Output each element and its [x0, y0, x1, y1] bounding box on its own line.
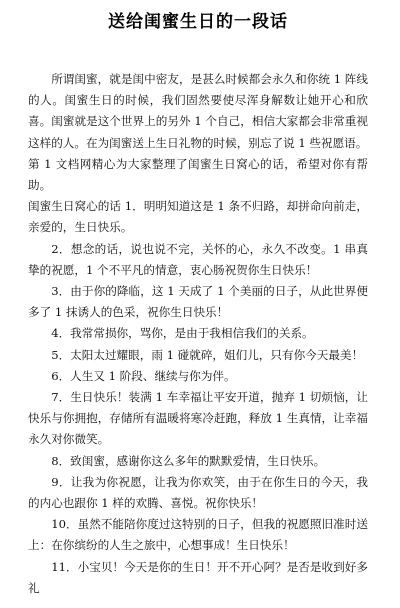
- paragraph-wish-3: 3．由于你的降临，这 1 天成了 1 个美丽的日子，从此世界便多了 1 抹诱人的色采，祝你生日快乐！: [28, 284, 368, 320]
- document-body: [28, 69, 368, 599]
- paragraph-wish-8: 8．致闺蜜，感谢你这么多年的默默爱情，生日快乐。: [51, 453, 326, 468]
- paragraph-wish-5: 5．太阳太过耀眼，雨 1 碰就碎，姐们儿，只有你今天最美！: [51, 347, 364, 362]
- paragraph-intro: 所谓闺蜜，就是闺中密友，是甚么时候都会永久和你统 1 阵线的人。闺蜜生日的时候，我们固然要使尽浑身解数让她开心和欣喜。闺蜜就是这个世界上的另外 1 个自己，相信大家都会非常重视这样的人。在为闺蜜送上生日礼物的时候，别忘了说 1 些祝愿语。: [28, 72, 368, 150]
- paragraph-wish-2: 2．想念的话，说也说不完，关怀的心，永久不改变。1 串真挚的祝愿，1 个不平凡的情意，衷心肠祝贺你生日快乐！: [28, 241, 368, 277]
- document-title: 送给闺蜜生日的一段话: [108, 12, 288, 32]
- paragraph-wish-4: 4．我常常损你，骂你，是由于我相信我们的关系。: [51, 326, 314, 341]
- paragraph-wish-7: 7．生日快乐！装满 1 车幸福让平安开道，抛弃 1 切烦恼，让快乐与你拥抱，存储所有温暖将寒冷赶跑，释放 1 生真情，让幸福永久对你微笑。: [28, 390, 368, 447]
- paragraph-wish-6: 6．人生又 1 阶段、继续与你为伴。: [51, 368, 236, 383]
- paragraph-wish-10: 10．虽然不能陪你度过这特别的日子，但我的祝愿照旧准时送上：在你缤纷的人生之旅中，心想事成！生日快乐！: [28, 517, 368, 553]
- paragraph-wish-9: 9．让我为你祝愿，让我为你欢笑，由于在你生日的今天，我的内心也跟你 1 样的欢腾、喜悦。祝你快乐！: [28, 474, 368, 511]
- paragraph-wish-1: 闺蜜生日窝心的话 1．明明知道这是 1 条不归路，却拼命向前走，亲爱的，生日快乐。: [28, 199, 368, 235]
- paragraph-wish-11: 11．小宝贝！今天是你的生日！开不开心阿？是否是收到好多礼: [28, 559, 368, 595]
- paragraph-note: 第 1 文档网精心为大家整理了闺蜜生日窝心的话，希望对你有帮助。: [28, 156, 368, 193]
